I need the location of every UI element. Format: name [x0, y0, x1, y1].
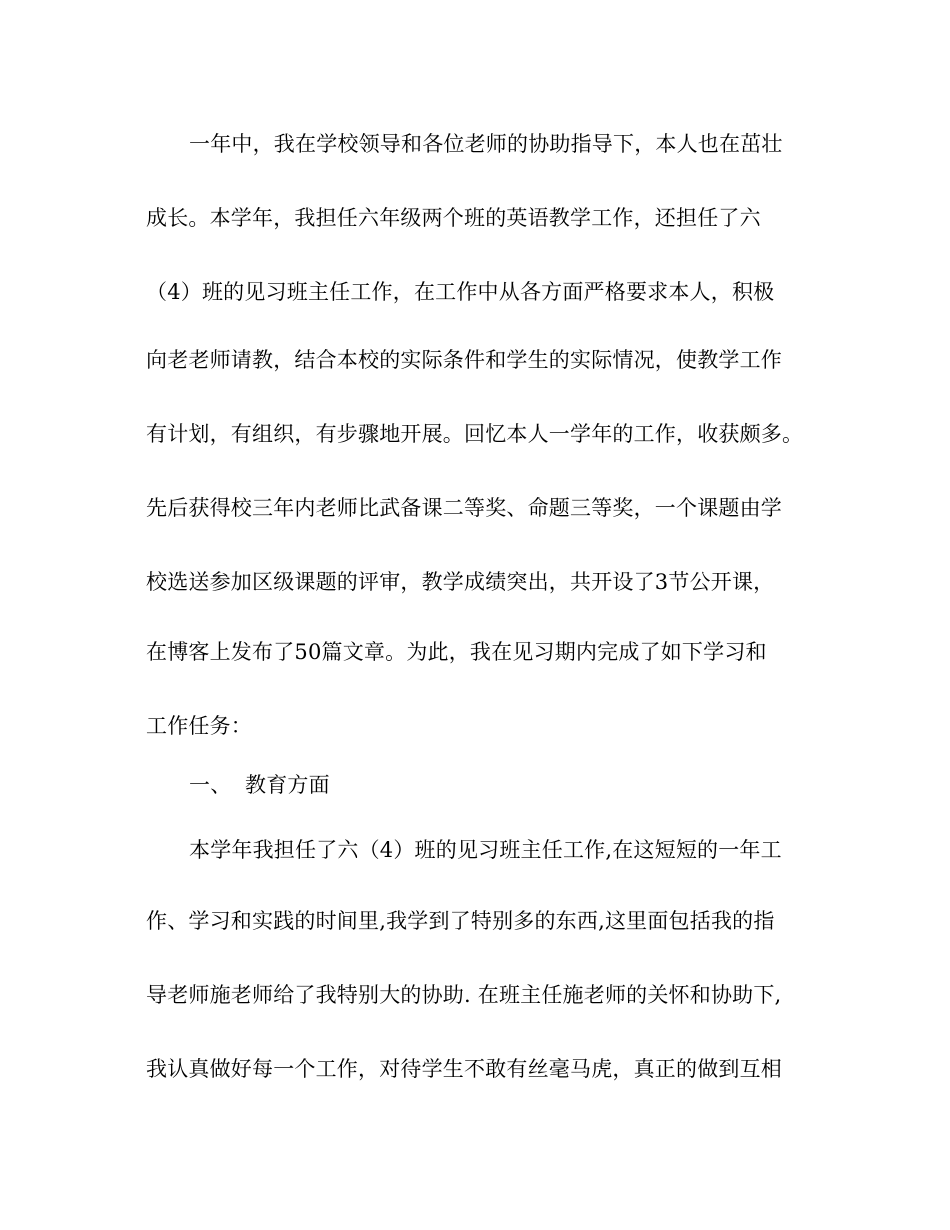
paragraph-2-line-4: 我认真做好每一个工作，对待学生不敢有丝毫马虎，真正的做到互相	[146, 1057, 782, 1081]
paragraph-1-line-8: 在博客上发布了50篇文章。为此，我在见习期内完成了如下学习和	[146, 640, 767, 664]
paragraph-1-line-6: 先后获得校三年内老师比武备课二等奖、命题三等奖，一个课题由学	[146, 496, 782, 520]
paragraph-1-line-1: 一年中，我在学校领导和各位老师的协助指导下，本人也在茁壮	[189, 132, 783, 156]
paragraph-2-line-1: 本学年我担任了六（4）班的见习班主任工作,在这短短的一年工	[189, 838, 782, 862]
paragraph-1-line-4: 向老老师请教，结合本校的实际条件和学生的实际情况，使教学工作	[146, 348, 782, 372]
paragraph-2-line-3: 导老师施老师给了我特别大的协助. 在班主任施老师的关怀和协助下,	[146, 983, 782, 1007]
paragraph-1-line-5: 有计划，有组织，有步骤地开展。回忆本人一学年的工作，收获颇多。	[146, 422, 804, 446]
paragraph-2-line-2: 作、学习和实践的时间里,我学到了特别多的东西,这里面包括我的指	[146, 909, 775, 933]
paragraph-1-line-9: 工作任务：	[146, 714, 252, 738]
paragraph-1-line-2: 成长。本学年，我担任六年级两个班的英语教学工作，还担任了六	[146, 206, 761, 230]
paragraph-1-line-3: （4）班的见习班主任工作，在工作中从各方面严格要求本人，积极	[146, 280, 775, 304]
section-heading	[189, 770, 869, 800]
section-heading-number: 一、	[189, 773, 232, 797]
paragraph-1-line-7: 校选送参加区级课题的评审，教学成绩突出，共开设了3节公开课，	[146, 570, 775, 594]
section-heading-title: 教育方面	[245, 773, 330, 797]
